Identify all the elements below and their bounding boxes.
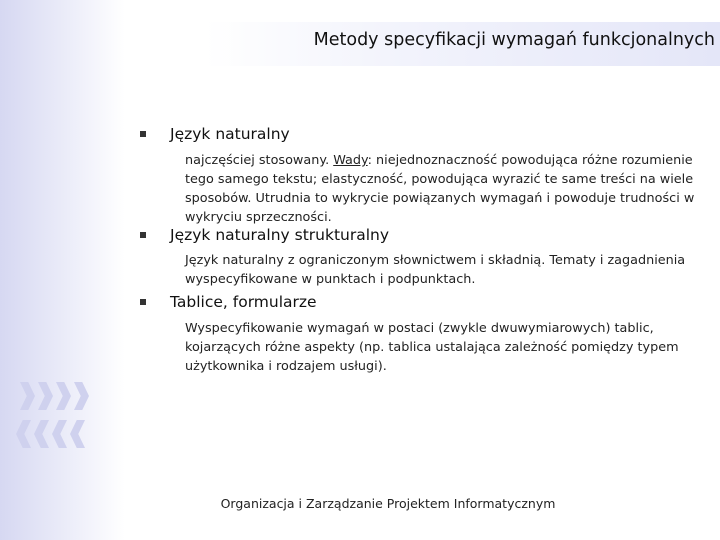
- chevrons-left-icon: [20, 420, 100, 452]
- item-label-2: Język naturalny strukturalny: [170, 226, 390, 244]
- square-bullet-icon: [140, 299, 146, 305]
- item-desc-1-intro: najczęściej stosowany.: [185, 153, 334, 168]
- square-bullet-icon: [140, 131, 146, 137]
- chevrons-right-icon: [20, 382, 100, 414]
- item-label-1: Język naturalny: [170, 125, 290, 143]
- square-bullet-icon: [140, 232, 146, 238]
- slide-title: Metody specyfikacji wymagań funkcjonalnych: [313, 30, 715, 50]
- item-desc-3: Wyspecyfikowanie wymagań w postaci (zwykle dwuwymiarowych) tablic, kojarzących różne aspekty (np. tablica ustalająca zależność pomiędzy typem użytkownika i rodzajem usługi).: [185, 321, 679, 374]
- item-desc-1: [185, 151, 705, 227]
- item-label-3: Tablice, formularze: [170, 293, 317, 311]
- bullet-item-3: [140, 293, 317, 311]
- item-desc-1-rest: : niejednoznaczność powodująca różne rozumienie tego samego tekstu; elastyczność, powodująca wyrazić te same treści na wiele sposobów. Utrudnia to wykrycie powiązanych wymagań i powoduje trudności w wykryciu sprzeczności.: [185, 153, 695, 225]
- left-gradient-band: [0, 0, 125, 540]
- item-desc-1-underlined: Wady: [333, 153, 368, 168]
- bullet-item-1: [140, 125, 290, 143]
- item-desc-2: Język naturalny z ograniczonym słownictwem i składnią. Tematy i zagadnienia wyspecyfikowane w punktach i podpunktach.: [185, 253, 686, 287]
- slide-footer: Organizacja i Zarządzanie Projektem Informatycznym: [220, 496, 556, 511]
- bullet-item-2: [140, 226, 389, 244]
